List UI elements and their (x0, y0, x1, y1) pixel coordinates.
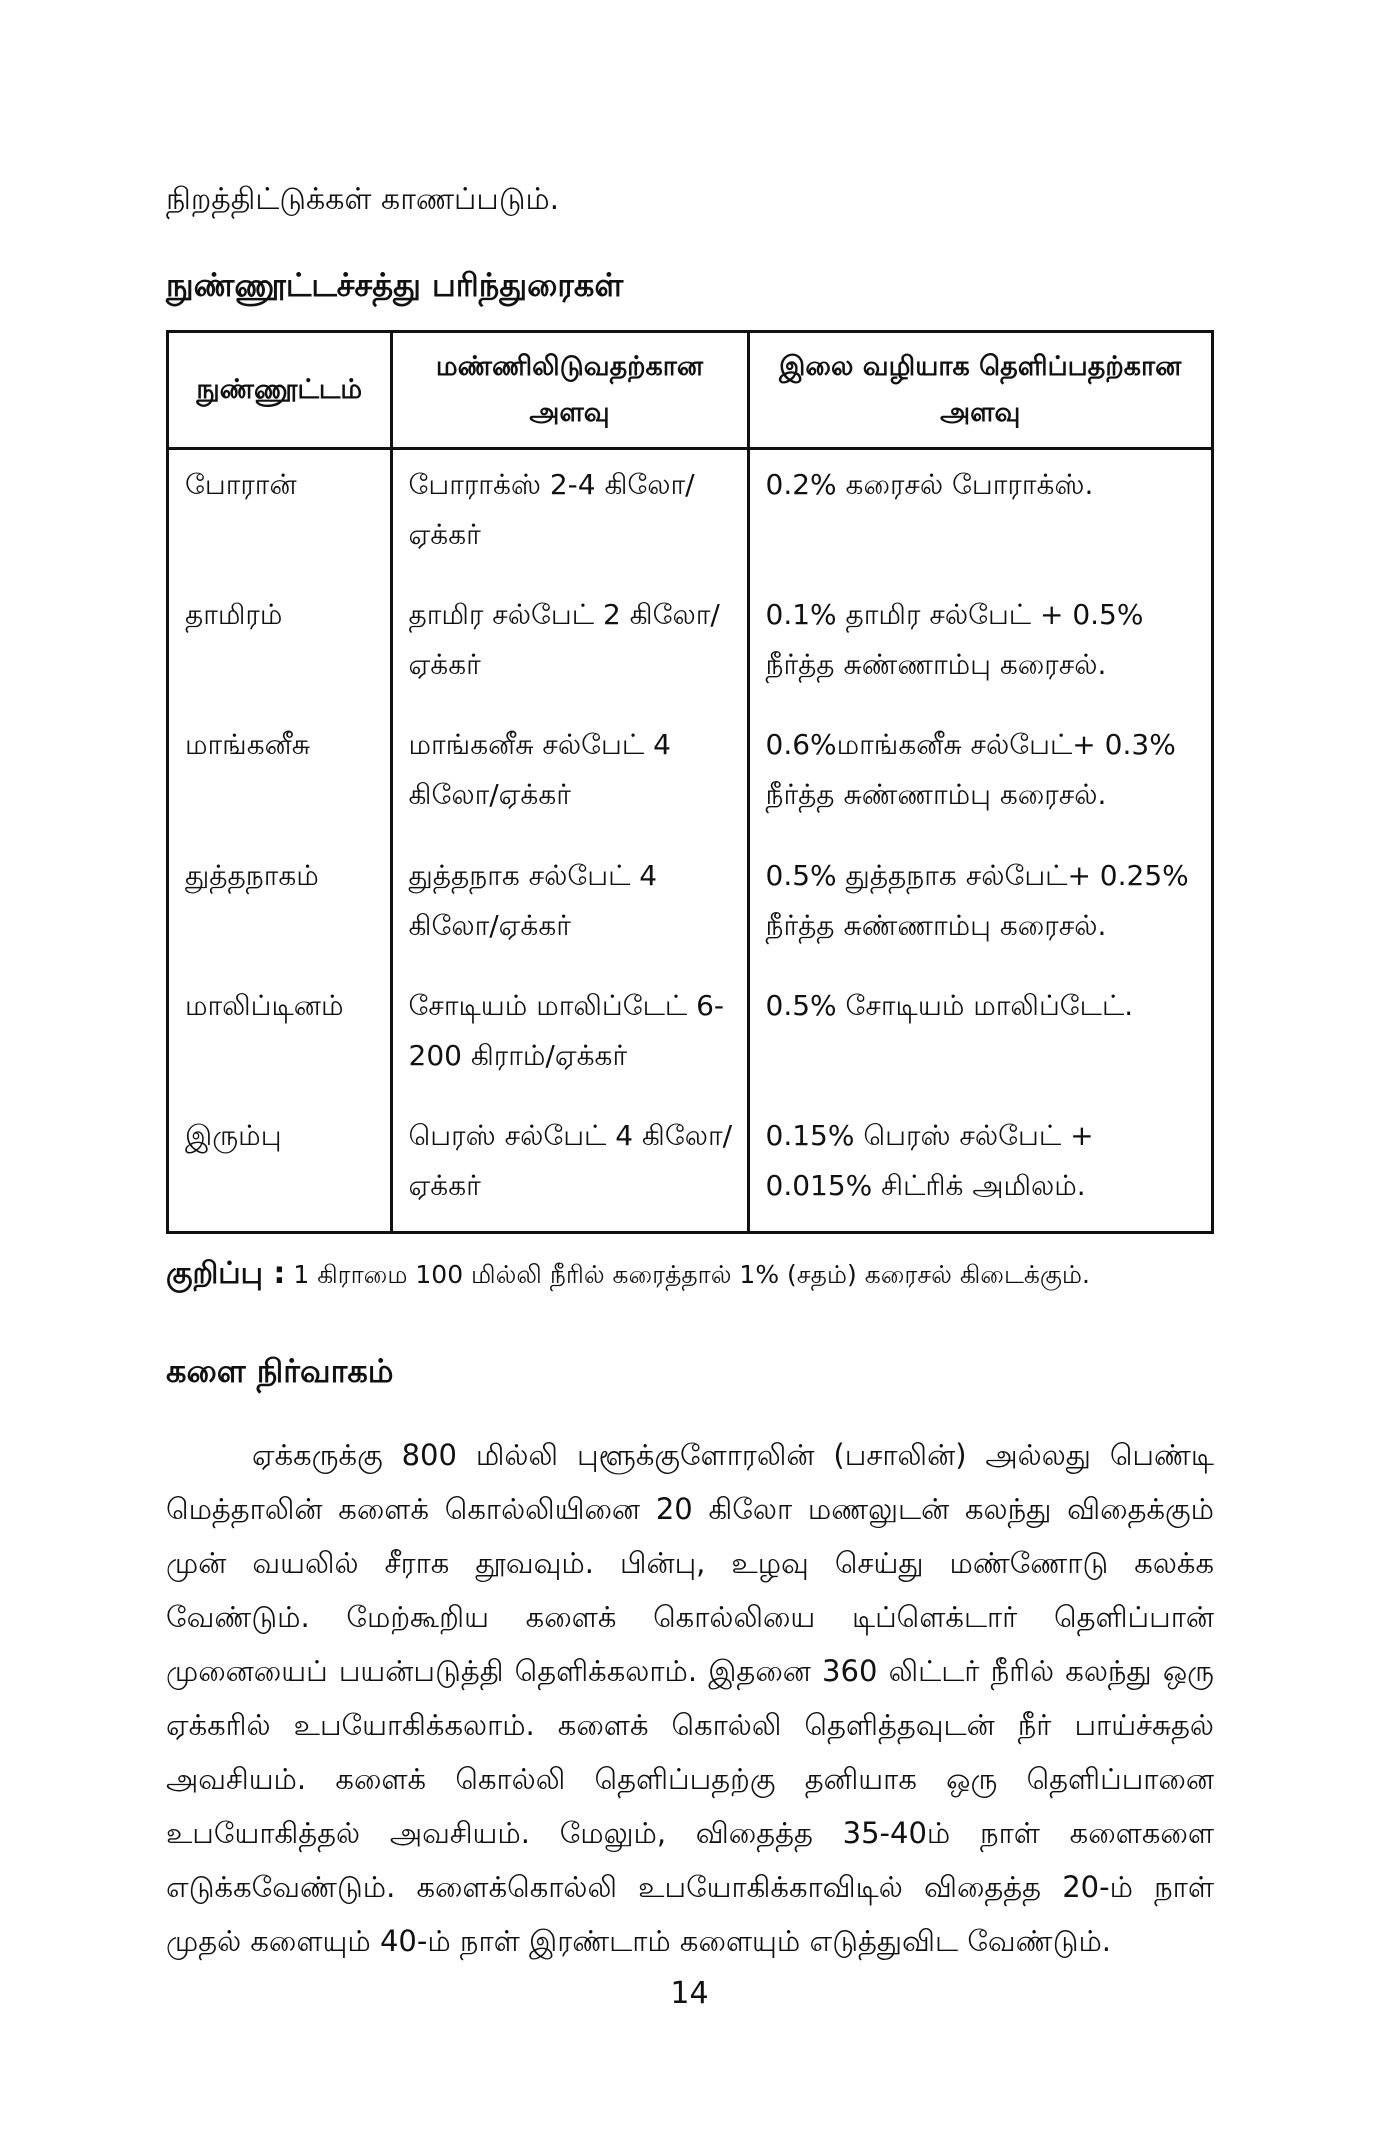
table-row (169, 580, 1211, 710)
cell-nutrient: போரான் (185, 468, 297, 501)
table-note (166, 1252, 1226, 1297)
header-nutrient: நுண்ணூட்டம் (169, 333, 391, 449)
header-soil-dose: மண்ணிலிடுவதற்கான அளவு (391, 333, 748, 449)
body-paragraph: ஏக்கருக்கு 800 மில்லி புளூக்குளோரலின் (பசாலின்) அல்லது பெண்டி மெத்தாலின் களைக் கொல்லியினை 20 கிலோ மணலுடன் கலந்து விதைக்கும் முன் வயலில் சீராக தூவவும். பின்பு, உழவு செய்து மண்ணோடு கலக்க வேண்டும். மேற்கூறிய களைக் கொல்லியை டிப்ளெக்டார் தெளிப்பான் முனையைப் பயன்படுத்தி தெளிக்கலாம். இதனை 360 லிட்டர் நீரில் கலந்து ஒரு ஏக்கரில் உபயோகிக்கலாம். களைக் கொல்லி தெளித்தவுடன் நீர் பாய்ச்சுதல் அவசியம். களைக் கொல்லி தெளிப்பதற்கு தனியாக ஒரு தெளிப்பானை உபயோகித்தல் அவசியம். மேலும், விதைத்த 35-40ம் நாள் களைகளை எடுக்கவேண்டும். களைக்கொல்லி உபயோகிக்காவிடில் விதைத்த 20-ம் நாள் முதல் களையும் 40-ம் நாள் இரண்டாம் களையும் எடுத்துவிட வேண்டும். (166, 1438, 1214, 1958)
note-text: 1 கிராமை 100 மில்லி நீரில் கரைத்தால் 1% (சதம்) கரைசல் கிடைக்கும். (293, 1260, 1090, 1289)
table-header-row (169, 333, 1211, 449)
cell-foliar-dose: 0.15% பெரஸ் சல்பேட் + 0.015% சிட்ரிக் அமிலம். (748, 1101, 1211, 1231)
section-heading-micronutrients: நுண்ணூட்டச்சத்து பரிந்துரைகள் (166, 266, 624, 304)
cell-foliar-dose: 0.1% தாமிர சல்பேட் + 0.5% நீர்த்த சுண்ணாம்பு கரைசல். (748, 580, 1211, 710)
cell-soil-dose: பெரஸ் சல்பேட் 4 கிலோ/ஏக்கர் (391, 1101, 748, 1231)
cell-nutrient: மாலிப்டினம் (185, 988, 344, 1022)
cell-nutrient: துத்தநாகம் (185, 858, 319, 892)
header-foliar-dose: இலை வழியாக தெளிப்பதற்கான அளவு (748, 333, 1211, 449)
table-row (169, 971, 1211, 1101)
section-heading-weed-management: களை நிர்வாகம் (166, 1352, 394, 1390)
cell-foliar-dose: 0.2% கரைசல் போராக்ஸ். (748, 449, 1211, 581)
table-row (169, 449, 1211, 581)
cell-foliar-dose: 0.5% சோடியம் மாலிப்டேட். (748, 971, 1211, 1101)
table-row (169, 1101, 1211, 1231)
table-row (169, 710, 1211, 840)
cell-nutrient: இரும்பு (185, 1118, 282, 1152)
cell-soil-dose: போராக்ஸ் 2-4 கிலோ/ ஏக்கர் (391, 449, 748, 581)
cell-soil-dose: சோடியம் மாலிப்டேட் 6-200 கிராம்/ஏக்கர் (391, 971, 748, 1101)
table (169, 333, 1211, 1231)
cell-soil-dose: மாங்கனீசு சல்பேட் 4 கிலோ/ஏக்கர் (391, 710, 748, 840)
cell-nutrient: தாமிரம் (185, 598, 283, 632)
cell-foliar-dose: 0.6%மாங்கனீசு சல்பேட்+ 0.3% நீர்த்த சுண்ணாம்பு கரைசல். (748, 710, 1211, 840)
micronutrient-table (166, 330, 1214, 1234)
cell-foliar-dose: 0.5% துத்தநாக சல்பேட்+ 0.25% நீர்த்த சுண்ணாம்பு கரைசல். (748, 841, 1211, 971)
intro-line: நிறத்திட்டுக்கள் காணப்படும். (166, 182, 560, 217)
page-number: 14 (670, 1976, 709, 2011)
table-row (169, 841, 1211, 971)
cell-soil-dose: துத்தநாக சல்பேட் 4 கிலோ/ஏக்கர் (391, 841, 748, 971)
cell-soil-dose: தாமிர சல்பேட் 2 கிலோ/ஏக்கர் (391, 580, 748, 710)
note-label: குறிப்பு : (166, 1256, 286, 1291)
cell-nutrient: மாங்கனீசு (185, 728, 311, 762)
